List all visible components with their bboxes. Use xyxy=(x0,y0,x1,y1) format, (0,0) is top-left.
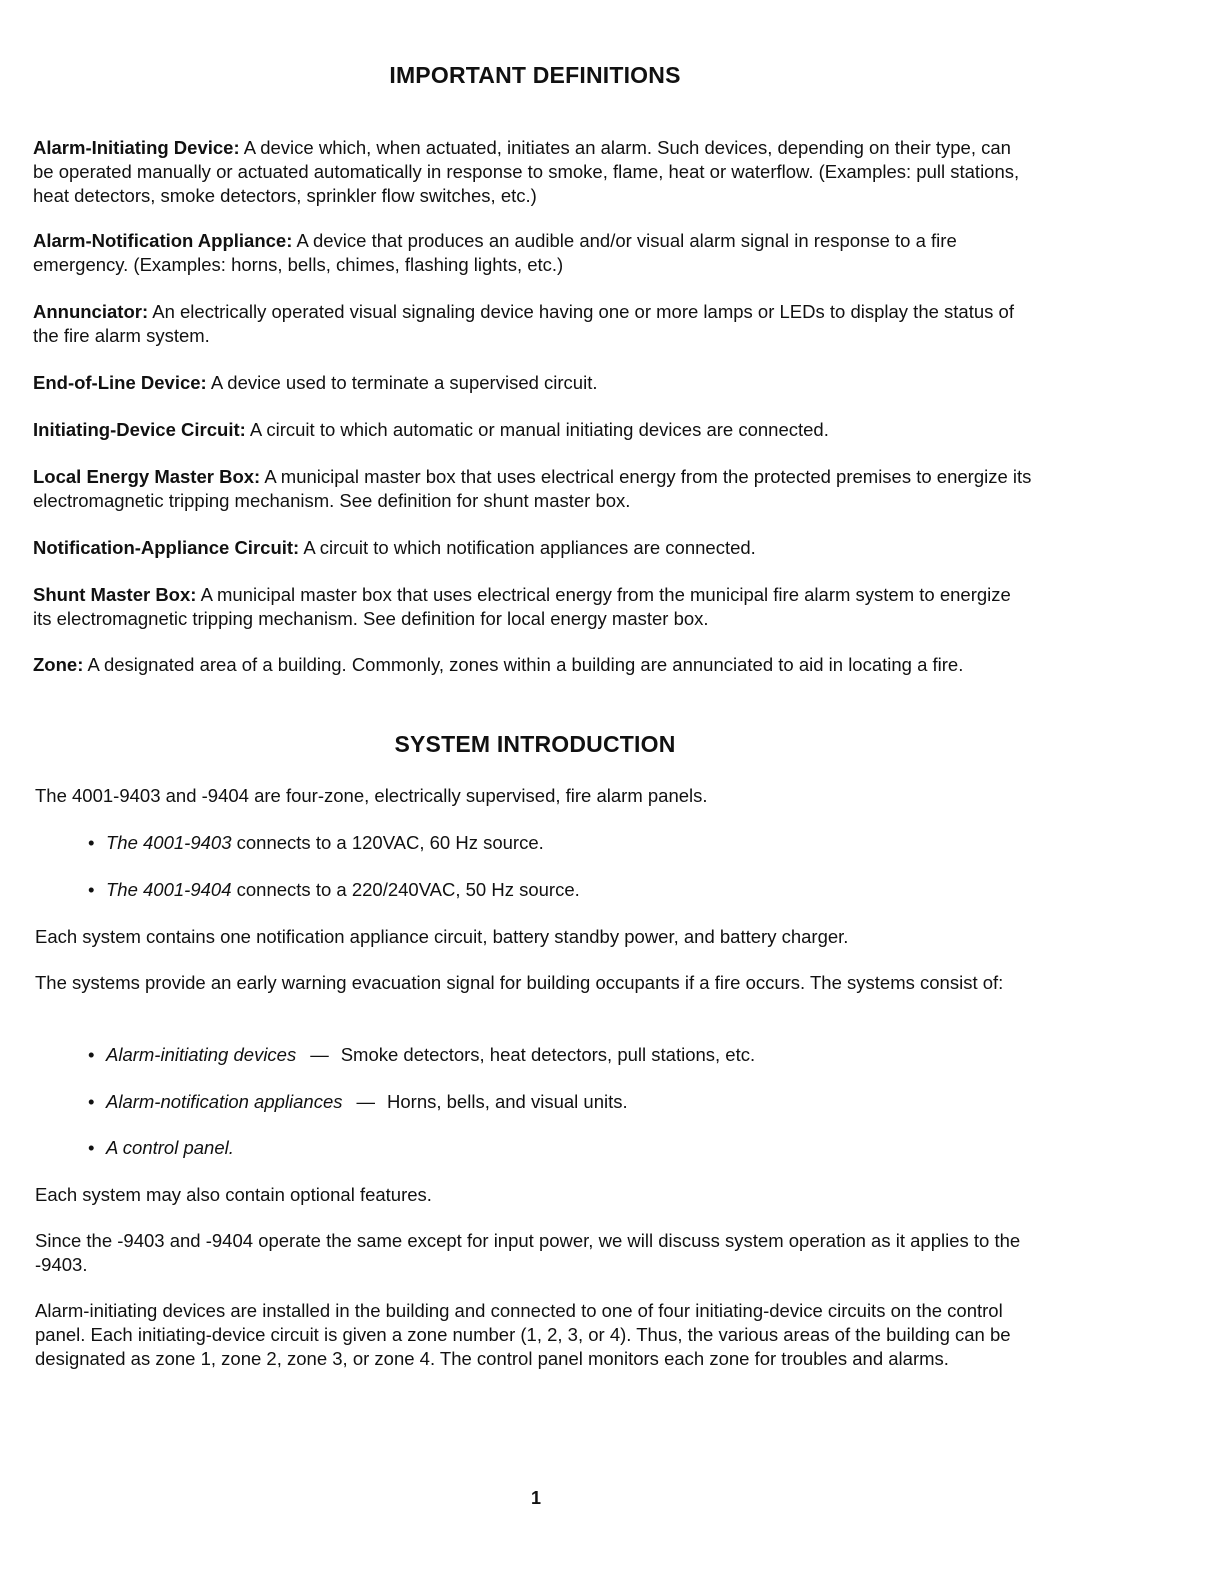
bullet-dot: • xyxy=(88,1091,95,1112)
definition-text: An electrically operated visual signaling device having one or more lamps or LEDs to display the status of the fire alarm system. xyxy=(33,301,1014,346)
bullet-text: Smoke detectors, heat detectors, pull stations, etc. xyxy=(340,1044,756,1065)
definition-alarm-initiating-device xyxy=(33,136,1033,208)
definition-zone xyxy=(33,653,1033,677)
definition-term: End-of-Line Device: xyxy=(33,372,207,393)
definition-term: Alarm-Notification Appliance: xyxy=(33,230,293,251)
intro-paragraph-2: Each system contains one notification appliance circuit, battery standby power, and battery charger. xyxy=(35,926,849,947)
component-bullet-initiating-devices xyxy=(88,1043,988,1067)
definition-text: A municipal master box that uses electrical energy from the municipal fire alarm system to energize its electromagnetic tripping mechanism. See definition for local energy master box. xyxy=(33,584,1011,629)
definition-shunt-master-box xyxy=(33,583,1033,631)
definition-text: A circuit to which automatic or manual initiating devices are connected. xyxy=(249,419,829,440)
intro-paragraph-4: Each system may also contain optional features. xyxy=(35,1184,432,1205)
bullet-dash: — xyxy=(310,1044,329,1065)
definition-term: Annunciator: xyxy=(33,301,149,322)
bullet-dash: — xyxy=(356,1091,376,1112)
definition-text: A device which, when actuated, initiates an alarm. Such devices, depending on their type, can be operated manually or actuated automatically in response to smoke, flame, heat or waterflow. (Examples: pull stations, heat detectors, smoke detectors, sprinkler flow switches, etc.) xyxy=(33,137,1020,206)
definition-initiating-device-circuit xyxy=(33,418,1033,442)
bullet-dot: • xyxy=(88,1137,95,1158)
page-number: 1 xyxy=(530,1488,541,1508)
definitions-heading: IMPORTANT DEFINITIONS xyxy=(389,62,681,88)
intro-paragraph-6: Alarm-initiating devices are installed in the building and connected to one of four initiating-device circuits on the control panel. Each initiating-device circuit is given a zone number (1, 2, 3, or 4). Thus, the various areas of the building can be designated as zone 1, zone 2, zone 3, or zone 4. The control panel monitors each zone for troubles and alarms. xyxy=(35,1300,1011,1369)
model-bullet-9403 xyxy=(88,831,988,855)
definition-text: A device used to terminate a supervised circuit. xyxy=(210,372,598,393)
introduction-heading: SYSTEM INTRODUCTION xyxy=(394,731,676,757)
intro-paragraph-1: The 4001-9403 and -9404 are four-zone, electrically supervised, fire alarm panels. xyxy=(35,785,708,806)
definition-notification-appliance-circuit xyxy=(33,536,1033,560)
intro-paragraph-5: Since the -9403 and -9404 operate the same except for input power, we will discuss system operation as it applies to the -9403. xyxy=(35,1230,1021,1275)
definition-end-of-line-device xyxy=(33,371,1033,395)
definition-term: Initiating-Device Circuit: xyxy=(33,419,246,440)
definition-term: Local Energy Master Box: xyxy=(33,466,261,487)
bullet-lead: Alarm-notification appliances xyxy=(106,1091,343,1112)
definition-alarm-notification-appliance xyxy=(33,229,1033,277)
bullet-dot: • xyxy=(88,1044,95,1065)
definition-term: Notification-Appliance Circuit: xyxy=(33,537,300,558)
bullet-text: connects to a 120VAC, 60 Hz source. xyxy=(231,832,544,853)
bullet-dot: • xyxy=(88,832,95,853)
bullet-lead: A control panel. xyxy=(106,1137,234,1158)
bullet-text: connects to a 220/240VAC, 50 Hz source. xyxy=(231,879,580,900)
intro-paragraph-3: The systems provide an early warning evacuation signal for building occupants if a fire occurs. The systems consist of: xyxy=(35,972,1004,993)
bullet-lead: Alarm-initiating devices xyxy=(106,1044,297,1065)
definition-text: A circuit to which notification appliances are connected. xyxy=(303,537,756,558)
definition-text: A municipal master box that uses electrical energy from the protected premises to energize its electromagnetic tripping mechanism. See definition for shunt master box. xyxy=(33,466,1032,511)
definition-text: A device that produces an audible and/or visual alarm signal in response to a fire emergency. (Examples: horns, bells, chimes, flashing lights, etc.) xyxy=(33,230,957,275)
definition-term: Alarm-Initiating Device: xyxy=(33,137,240,158)
definition-local-energy-master-box xyxy=(33,465,1033,513)
definition-annunciator xyxy=(33,300,1033,348)
model-bullet-9404 xyxy=(88,878,988,902)
bullet-lead: The 4001-9404 xyxy=(106,879,232,900)
definition-text: A designated area of a building. Commonly, zones within a building are annunciated to aid in locating a fire. xyxy=(87,654,964,675)
bullet-text: Horns, bells, and visual units. xyxy=(387,1091,628,1112)
bullet-lead: The 4001-9403 xyxy=(106,832,232,853)
definition-term: Zone: xyxy=(33,654,84,675)
component-bullet-notification-appliances xyxy=(88,1090,988,1114)
definition-term: Shunt Master Box: xyxy=(33,584,197,605)
bullet-dot: • xyxy=(88,879,95,900)
component-bullet-control-panel xyxy=(88,1136,988,1160)
